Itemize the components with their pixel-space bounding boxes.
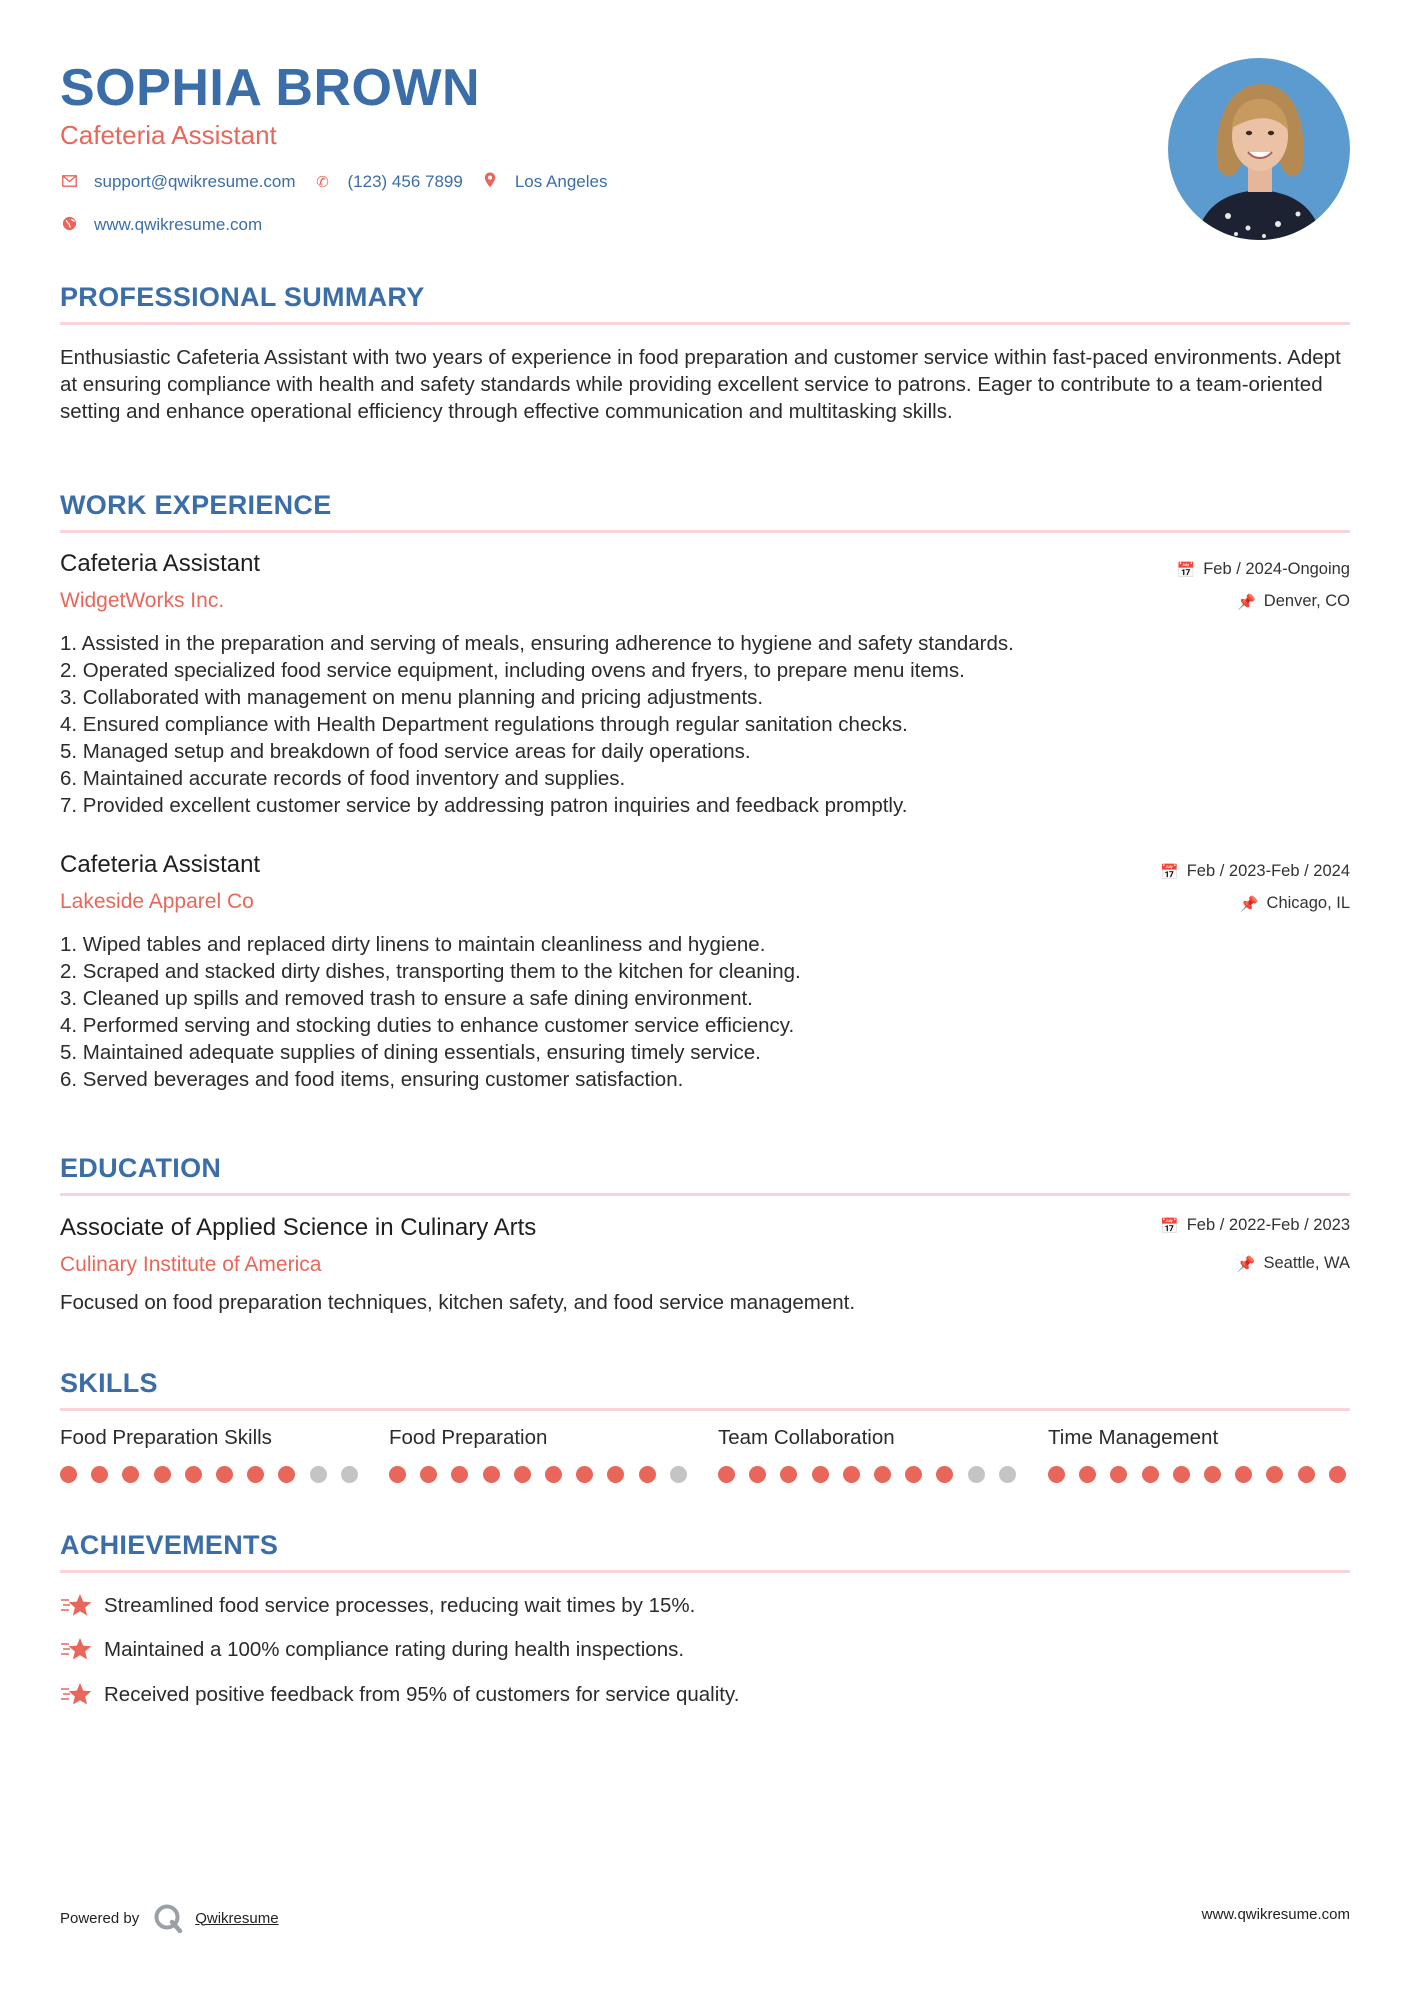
globe-icon [60, 216, 78, 235]
skill-rating [718, 1466, 1014, 1484]
candidate-role: Cafeteria Assistant [60, 120, 277, 150]
education-dates [1160, 1216, 1350, 1235]
skill-dot-filled [1266, 1466, 1283, 1483]
star-icon [60, 1681, 94, 1709]
list-item: 1. Assisted in the preparation and serving of meals, ensuring adherence to hygiene and safety standards. [60, 632, 1014, 655]
achievement-text: Streamlined food service processes, reducing wait times by 15%. [104, 1594, 696, 1617]
education-description: Focused on food preparation techniques, kitchen safety, and food service management. [60, 1291, 856, 1314]
skill-rating [389, 1466, 685, 1484]
skill-dot-filled [185, 1466, 202, 1483]
skill-dot-empty [341, 1466, 358, 1483]
skill-dot-filled [905, 1466, 922, 1483]
skill-dot-filled [247, 1466, 264, 1483]
skill-dot-filled [91, 1466, 108, 1483]
skill-dot-filled [154, 1466, 171, 1483]
profile-photo [1168, 58, 1350, 240]
star-icon [60, 1592, 94, 1620]
achievements-heading: ACHIEVEMENTS [60, 1530, 279, 1560]
website-link[interactable]: www.qwikresume.com [94, 215, 263, 234]
phone-text: (123) 456 7899 [347, 172, 463, 191]
list-item: 3. Collaborated with management on menu planning and pricing adjustments. [60, 686, 764, 709]
skill-dot-filled [420, 1466, 437, 1483]
location-text: Los Angeles [514, 172, 608, 191]
skill-dot-filled [718, 1466, 735, 1483]
summary-heading: PROFESSIONAL SUMMARY [60, 282, 425, 312]
company-name: Lakeside Apparel Co [60, 890, 254, 913]
skill-dot-filled [514, 1466, 531, 1483]
skill-dot-empty [670, 1466, 687, 1483]
skill-dot-filled [639, 1466, 656, 1483]
list-item: 3. Cleaned up spills and removed trash to ensure a safe dining environment. [60, 987, 753, 1010]
skills-heading: SKILLS [60, 1368, 158, 1398]
skill-dot-filled [1329, 1466, 1346, 1483]
job-dates-text: Feb / 2024-Ongoing [1203, 560, 1350, 578]
star-icon [60, 1636, 94, 1664]
list-item: 4. Performed serving and stocking duties to enhance customer service efficiency. [60, 1014, 795, 1037]
skill-dot-filled [1204, 1466, 1221, 1483]
skill-dot-filled [1110, 1466, 1127, 1483]
job-dates-text: Feb / 2023-Feb / 2024 [1186, 862, 1350, 880]
skill-item [60, 1426, 356, 1450]
education-dates-text: Feb / 2022-Feb / 2023 [1186, 1216, 1350, 1234]
list-item: 7. Provided excellent customer service by addressing patron inquiries and feedback promptly. [60, 794, 908, 817]
skill-name: Food Preparation [389, 1426, 548, 1449]
footer-website-link[interactable]: www.qwikresume.com [1201, 1906, 1350, 1923]
skill-dot-filled [1079, 1466, 1096, 1483]
skill-dot-filled [1142, 1466, 1159, 1483]
job-location-text: Denver, CO [1263, 592, 1350, 610]
job-location-text: Chicago, IL [1266, 894, 1350, 912]
job-dates [1160, 862, 1350, 881]
skill-dot-filled [60, 1466, 77, 1483]
achievement-item [60, 1681, 739, 1709]
degree-title: Associate of Applied Science in Culinary Arts [60, 1214, 537, 1241]
section-divider [60, 530, 1350, 533]
skill-dot-filled [545, 1466, 562, 1483]
skill-dot-filled [389, 1466, 406, 1483]
map-pin-icon [481, 172, 499, 192]
list-item: 5. Maintained adequate supplies of dining essentials, ensuring timely service. [60, 1041, 761, 1064]
skill-name: Food Preparation Skills [60, 1426, 272, 1449]
section-divider [60, 1570, 1350, 1573]
summary-text: Enthusiastic Cafeteria Assistant with two years of experience in food preparation and customer service within fast-paced environments. Adept at ensuring compliance with health and safety standards while providing excellent service to patrons. Eager to contribute to a team-oriented setting and enhance operational efficiency through effective communication and multitasking skills. [60, 346, 1341, 423]
skill-dot-filled [1173, 1466, 1190, 1483]
skill-dot-filled [780, 1466, 797, 1483]
education-heading: EDUCATION [60, 1153, 222, 1183]
skill-item [718, 1426, 1014, 1450]
achievement-item [60, 1636, 684, 1664]
skill-dot-filled [1298, 1466, 1315, 1483]
pushpin-icon: 📌 [1239, 895, 1259, 913]
skill-dot-filled [122, 1466, 139, 1483]
list-item: 2. Operated specialized food service equipment, including ovens and fryers, to prepare menu items. [60, 659, 965, 682]
calendar-icon: 📅 [1160, 863, 1179, 881]
school-name: Culinary Institute of America [60, 1253, 322, 1276]
pushpin-icon: 📌 [1236, 1255, 1256, 1273]
achievement-text: Received positive feedback from 95% of customers for service quality. [104, 1683, 740, 1706]
achievement-item [60, 1592, 695, 1620]
qwikresume-logo-icon [153, 1903, 183, 1933]
qwikresume-link[interactable]: Qwikresume [195, 1909, 279, 1927]
job-title: Cafeteria Assistant [60, 550, 261, 577]
powered-by-label: Powered by [60, 1909, 140, 1927]
skill-dot-filled [1235, 1466, 1252, 1483]
skill-dot-filled [278, 1466, 295, 1483]
skill-item [1048, 1426, 1344, 1450]
skill-rating [1048, 1466, 1344, 1484]
section-divider [60, 322, 1350, 325]
skill-rating [60, 1466, 356, 1484]
list-item: 6. Maintained accurate records of food inventory and supplies. [60, 767, 626, 790]
pushpin-icon: 📌 [1237, 593, 1256, 611]
list-item: 4. Ensured compliance with Health Department regulations through regular sanitation checks. [60, 713, 908, 736]
company-name: WidgetWorks Inc. [60, 589, 225, 612]
skill-dot-filled [576, 1466, 593, 1483]
skill-dot-filled [812, 1466, 829, 1483]
skill-dot-filled [749, 1466, 766, 1483]
skill-dot-empty [999, 1466, 1016, 1483]
job-duties-list [60, 630, 1014, 819]
job-duties-list [60, 931, 801, 1093]
skill-dot-filled [874, 1466, 891, 1483]
list-item: 2. Scraped and stacked dirty dishes, transporting them to the kitchen for cleaning. [60, 960, 801, 983]
envelope-icon [60, 174, 78, 191]
calendar-icon: 📅 [1176, 561, 1196, 579]
section-divider [60, 1193, 1350, 1196]
candidate-name: SOPHIA BROWN [60, 59, 481, 117]
calendar-icon: 📅 [1160, 1217, 1179, 1235]
resume-page [60, 0, 1350, 1990]
contact-row-2 [60, 215, 280, 235]
skill-dot-filled [1048, 1466, 1065, 1483]
job-dates [1177, 560, 1350, 579]
skill-dot-filled [607, 1466, 624, 1483]
achievement-text: Maintained a 100% compliance rating during health inspections. [104, 1638, 685, 1661]
section-divider [60, 1408, 1350, 1411]
skill-name: Time Management [1048, 1426, 1219, 1449]
skill-dot-filled [843, 1466, 860, 1483]
phone-icon: ✆ [316, 174, 329, 191]
skill-dot-filled [483, 1466, 500, 1483]
contact-row-1 [60, 172, 625, 192]
skill-item [389, 1426, 685, 1450]
skill-dot-empty [968, 1466, 985, 1483]
skill-dot-filled [451, 1466, 468, 1483]
skill-dot-filled [216, 1466, 233, 1483]
skill-name: Team Collaboration [718, 1426, 895, 1449]
skill-dot-filled [936, 1466, 953, 1483]
job-title: Cafeteria Assistant [60, 851, 261, 878]
list-item: 5. Managed setup and breakdown of food service areas for daily operations. [60, 740, 751, 763]
email-link[interactable]: support@qwikresume.com [94, 172, 296, 191]
job-location [1240, 894, 1350, 913]
job-location [1237, 592, 1350, 611]
education-location-text: Seattle, WA [1263, 1254, 1350, 1272]
experience-heading: WORK EXPERIENCE [60, 490, 332, 520]
footer-powered-by [60, 1903, 279, 1933]
list-item: 1. Wiped tables and replaced dirty linens to maintain cleanliness and hygiene. [60, 933, 766, 956]
education-location [1237, 1254, 1350, 1273]
skill-dot-empty [310, 1466, 327, 1483]
list-item: 6. Served beverages and food items, ensuring customer satisfaction. [60, 1068, 684, 1091]
